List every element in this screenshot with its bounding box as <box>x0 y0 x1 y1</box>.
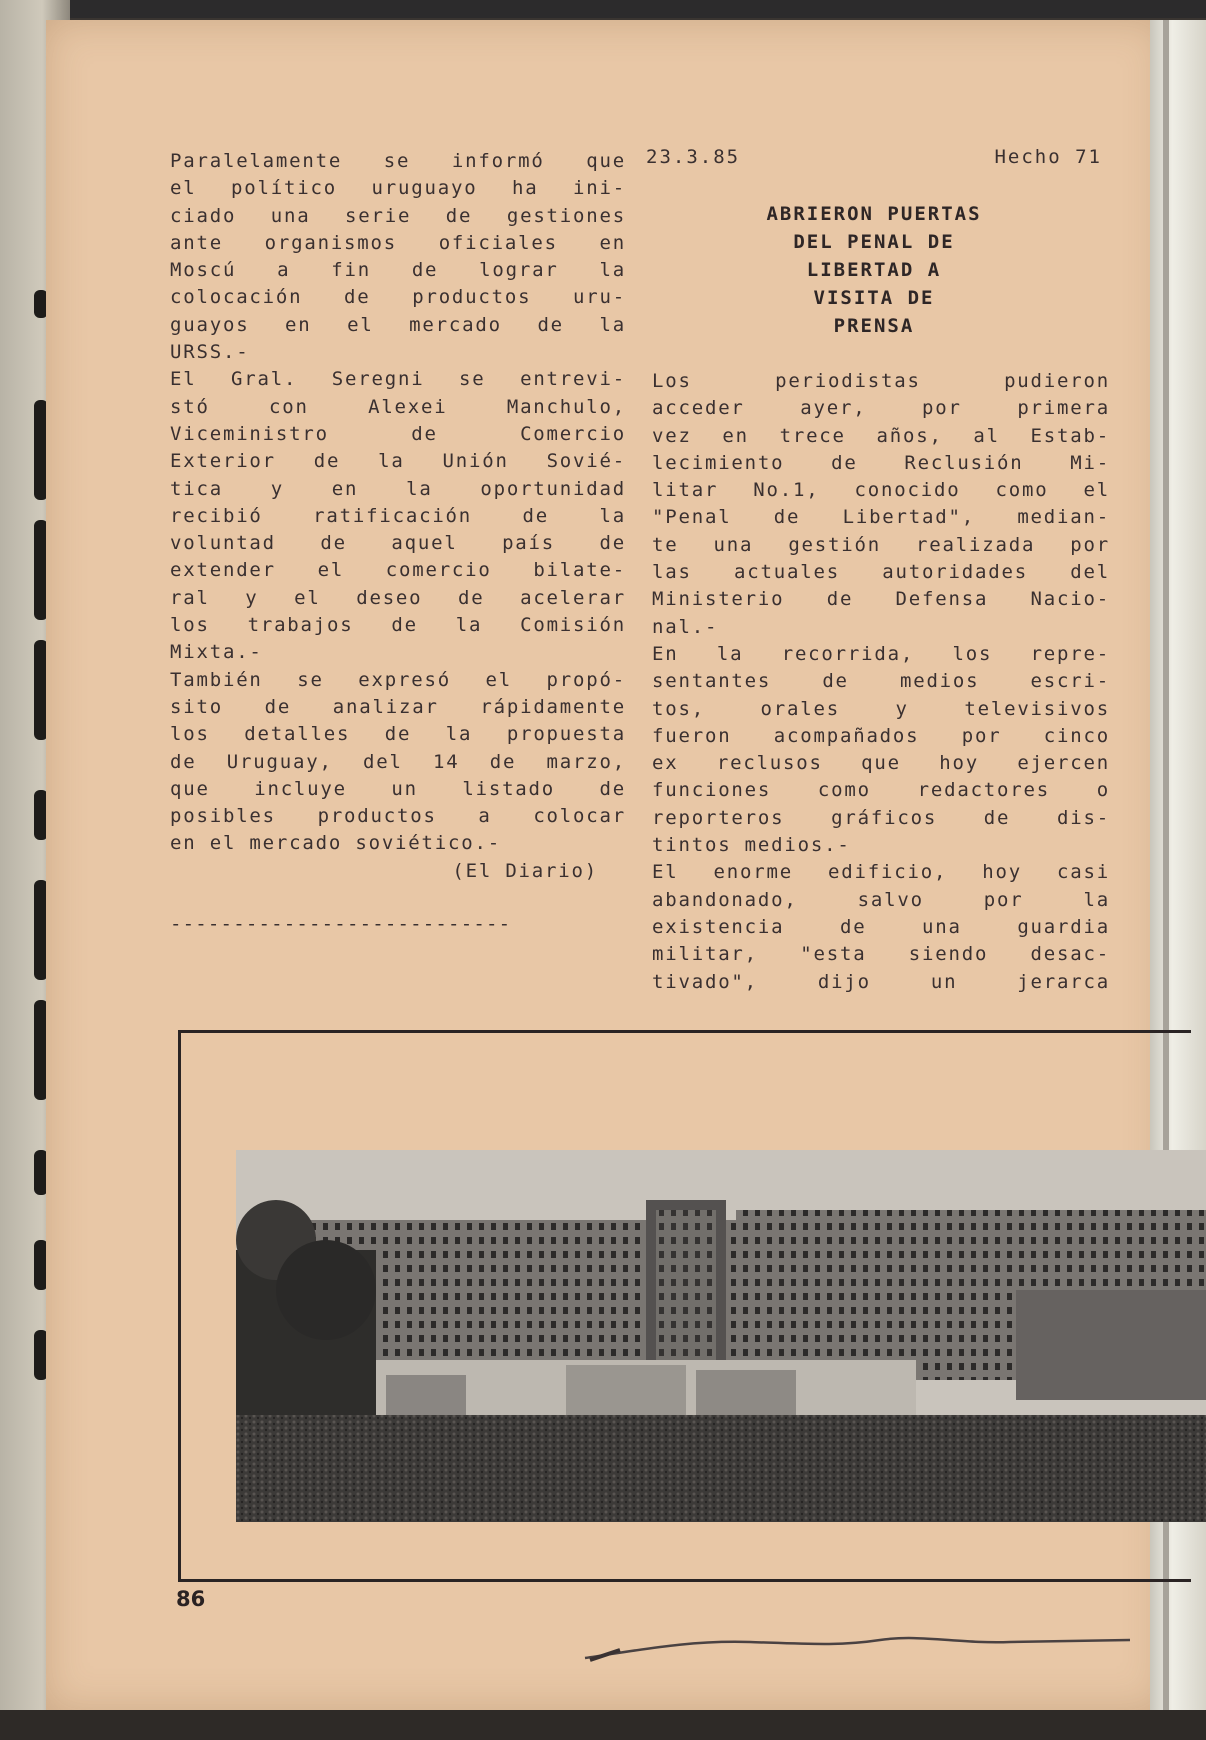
text-line: Viceministro de Comercio <box>170 422 626 445</box>
text-line: los detalles de la propuesta <box>170 723 626 746</box>
text-line: Ministerio de Defensa Nacio- <box>652 588 1110 611</box>
text-line: sito de analizar rápidamente <box>170 695 626 718</box>
text-line: el político uruguayo ha ini- <box>170 177 626 200</box>
article-date: 23.3.85 <box>646 146 741 168</box>
scan-top-border <box>0 0 1206 18</box>
prison-photo-illustration <box>236 1150 1206 1522</box>
right-article-column <box>652 368 1110 996</box>
text-line: vez en trece años, al Estab- <box>652 424 1110 447</box>
text-line: Los periodistas pudieron <box>652 370 1110 392</box>
article-tag: Hecho 71 <box>994 146 1102 168</box>
text-line: recibió ratificación de la <box>170 504 626 527</box>
text-line: de Uruguay, del 14 de marzo, <box>170 750 626 773</box>
text-line: militar, "esta siendo desac- <box>652 943 1110 966</box>
prison-building-photo <box>236 1150 1206 1522</box>
text-line: sentantes de medios escri- <box>652 670 1110 693</box>
text-line: ante organismos oficiales en <box>170 231 626 254</box>
text-line: nal.- <box>652 615 719 638</box>
scan-bottom-border <box>0 1710 1206 1740</box>
text-line: las actuales autoridades del <box>652 561 1110 584</box>
article-dateline <box>646 146 1102 168</box>
text-line: acceder ayer, por primera <box>652 397 1110 420</box>
left-article-column <box>170 148 626 938</box>
text-line: existencia de una guardia <box>652 915 1110 938</box>
headline-line: PRENSA <box>833 315 915 337</box>
text-line: También se expresó el propó- <box>170 668 626 691</box>
text-line: El Gral. Seregni se entrevi- <box>170 368 626 391</box>
page-number: 86 <box>176 1587 206 1611</box>
text-line: que incluye un listado de <box>170 777 626 800</box>
text-line: en el mercado soviético.- <box>170 832 501 855</box>
text-line: reporteros gráficos de dis- <box>652 806 1110 829</box>
text-line: stó con Alexei Manchulo, <box>170 395 626 418</box>
text-line: Exterior de la Unión Sovié- <box>170 450 626 473</box>
text-line: guayos en el mercado de la <box>170 313 626 336</box>
article-separator: --------------------------- <box>170 913 512 936</box>
text-line: Moscú a fin de lograr la <box>170 259 626 282</box>
text-line: tivado", dijo un jerarca <box>652 970 1110 993</box>
text-line: tica y en la oportunidad <box>170 477 626 500</box>
headline-line: VISITA DE <box>813 287 935 309</box>
headline-line: LIBERTAD A <box>806 259 942 281</box>
text-line: En la recorrida, los repre- <box>652 642 1110 665</box>
text-line: colocación de productos uru- <box>170 286 626 309</box>
text-line: voluntad de aquel país de <box>170 532 626 555</box>
article-source: (El Diario) <box>452 859 598 882</box>
text-line: te una gestión realizada por <box>652 533 1110 556</box>
text-line: extender el comercio bilate- <box>170 559 626 582</box>
text-line: lecimiento de Reclusión Mi- <box>652 451 1110 474</box>
text-line: "Penal de Libertad", median- <box>652 506 1110 529</box>
text-line: fueron acompañados por cinco <box>652 724 1110 747</box>
text-line: tintos medios.- <box>652 834 851 857</box>
headline-line: ABRIERON PUERTAS <box>766 203 982 225</box>
headline-line: DEL PENAL DE <box>793 231 955 253</box>
text-line: Paralelamente se informó que <box>170 150 626 172</box>
text-line: ciado una serie de gestiones <box>170 204 626 227</box>
text-line: litar No.1, conocido como el <box>652 479 1110 502</box>
text-line: URSS.- <box>170 341 250 364</box>
text-line: ex reclusos que hoy ejercen <box>652 752 1110 775</box>
text-line: abandonado, salvo por la <box>652 888 1110 911</box>
text-line: funciones como redactores o <box>652 779 1110 802</box>
text-line: tos, orales y televisivos <box>652 697 1110 720</box>
pen-stroke-mark <box>580 1620 1140 1670</box>
text-line: Mixta.- <box>170 641 263 664</box>
article-headline <box>646 200 1102 340</box>
text-line: posibles productos a colocar <box>170 805 626 828</box>
text-line: ral y el deseo de acelerar <box>170 586 626 609</box>
text-line: los trabajos de la Comisión <box>170 614 626 637</box>
text-line: El enorme edificio, hoy casi <box>652 861 1110 884</box>
